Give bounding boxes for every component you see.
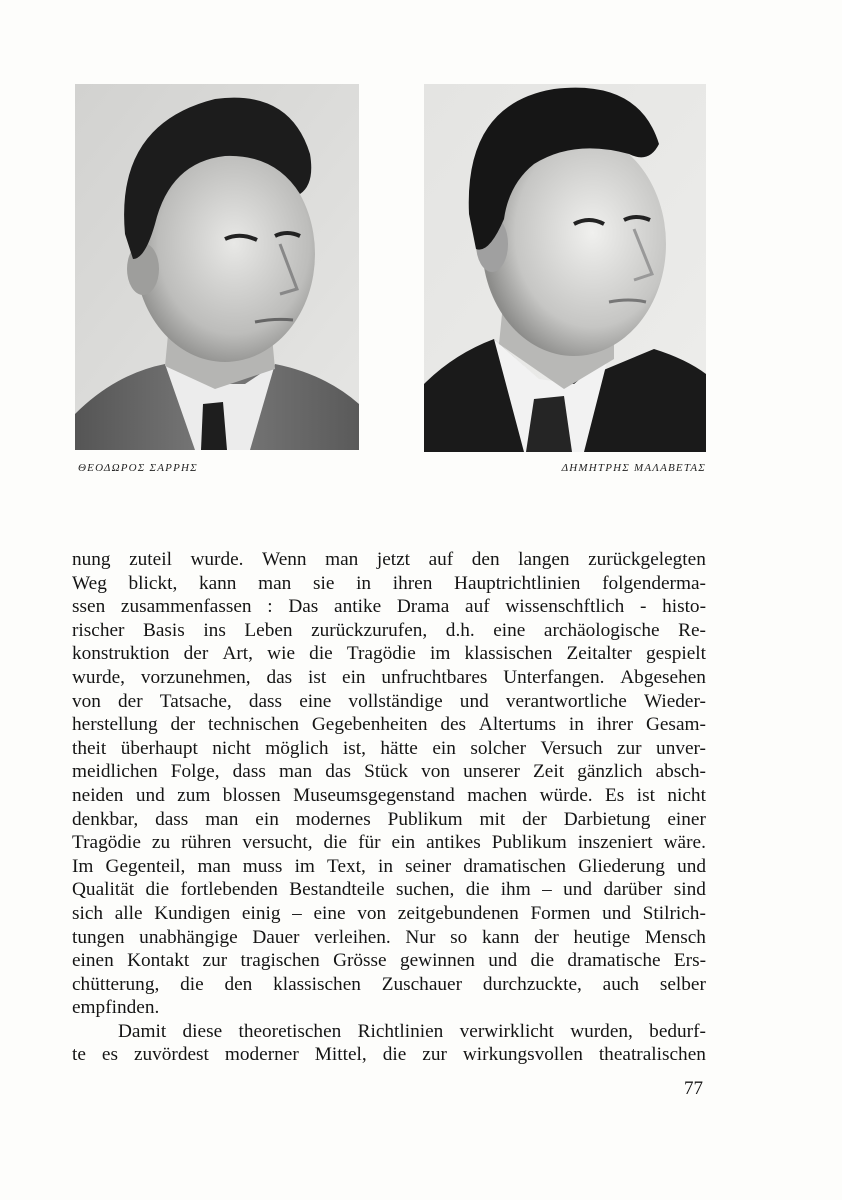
text-line: nung zuteil wurde. Wenn man jetzt auf den langen zurückgelegten	[72, 549, 706, 570]
caption-left: ΘΕΟΔΩΡΟΣ ΣΑΡΡΗΣ	[78, 462, 198, 474]
text-line: chütterung, die den klassischen Zuschauer durchzuckte, auch selber	[72, 973, 706, 995]
text-line: Tragödie zu rühren versucht, die für ein antikes Publikum inszeniert wäre.	[72, 832, 706, 854]
text-line: te es zuvördest moderner Mittel, die zur wirkungsvollen theatralischen	[72, 1044, 706, 1066]
text-line: neiden und zum blossen Museumsgegenstand machen würde. Es ist nicht	[72, 784, 706, 806]
text-line: empfinden.	[72, 997, 160, 1019]
text-line: einen Kontakt zur tragischen Grösse gewinnen und die dramatische Ers-	[72, 950, 706, 972]
page-number: 77	[684, 1078, 703, 1099]
text-line: Qualität die fortlebenden Bestandteile suchen, die ihm – und darüber sind	[72, 879, 706, 901]
portrait-photo-left	[75, 84, 359, 450]
portrait-photo-right	[424, 84, 706, 452]
text-line: rischer Basis ins Leben zurückzurufen, d.h. eine archäologische Re-	[72, 619, 706, 641]
text-line: theit überhaupt nicht möglich ist, hätte ein solcher Versuch zur unver-	[72, 737, 706, 759]
text-line: meidlichen Folge, dass man das Stück von unserer Zeit gänzlich absch-	[72, 761, 706, 783]
caption-right: ΔΗΜΗΤΡΗΣ ΜΑΛΑΒΕΤΑΣ	[561, 462, 706, 474]
text-line: Im Gegenteil, man muss im Text, in seiner dramatischen Gliederung und	[72, 855, 706, 877]
text-line: sich alle Kundigen einig – eine von zeitgebundenen Formen und Stilrich-	[72, 902, 706, 924]
text-line: tungen unabhängige Dauer verleihen. Nur so kann der heutige Mensch	[72, 926, 706, 948]
text-line: Damit diese theoretischen Richtlinien verwirklicht wurden, bedurf-	[118, 1020, 706, 1042]
text-line: wurde, vorzunehmen, das ist ein unfruchtbares Unterfangen. Abgesehen	[72, 666, 706, 688]
text-line: von der Tatsache, dass eine vollständige und verantwortliche Wieder-	[72, 690, 706, 712]
text-line: herstellung der technischen Gegebenheiten des Altertums in ihrer Gesam-	[72, 714, 706, 736]
body-text	[72, 548, 706, 1067]
text-line: denkbar, dass man ein modernes Publikum mit der Darbietung einer	[72, 808, 706, 830]
text-line: ssen zusammenfassen : Das antike Drama auf wissenschftlich - histo-	[72, 596, 706, 618]
text-line: Weg blickt, kann man sie in ihren Hauptrichtlinien folgenderma-	[72, 572, 706, 594]
text-line: konstruktion der Art, wie die Tragödie im klassischen Zeitalter gespielt	[72, 643, 706, 665]
